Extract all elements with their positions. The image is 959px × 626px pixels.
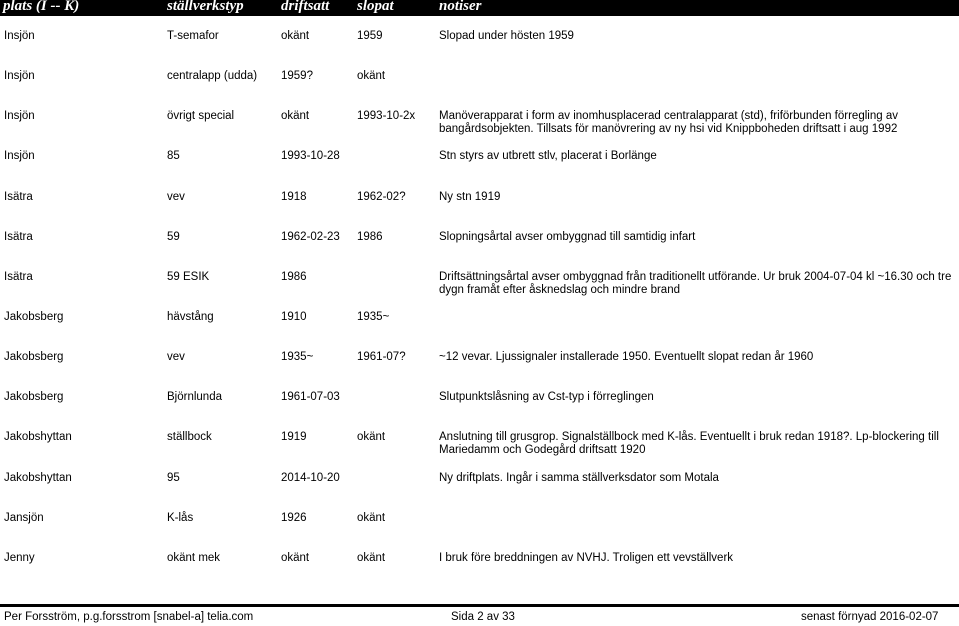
cell-place: Jakobsberg bbox=[4, 311, 64, 323]
cell-closed: okänt bbox=[357, 70, 386, 82]
cell-type: ställbock bbox=[167, 431, 212, 443]
cell-opened: 1959? bbox=[281, 70, 313, 82]
cell-type: övrigt special bbox=[167, 110, 235, 122]
cell-place: Isätra bbox=[4, 191, 33, 203]
cell-opened: 1935~ bbox=[281, 351, 314, 363]
cell-type: 85 bbox=[167, 150, 180, 162]
cell-opened: okänt bbox=[281, 110, 310, 122]
cell-notes: Driftsättningsårtal avser ombyggnad från traditionellt utförande. Ur bruk 2004-07-04 kl ~16.30 och tre dygn framåt efter åsknedslag och mindre brand bbox=[439, 271, 952, 296]
cell-place: Isätra bbox=[4, 271, 33, 283]
header-place: plats (I -- K) bbox=[3, 0, 80, 14]
cell-opened: okänt bbox=[281, 30, 310, 42]
cell-place: Jansjön bbox=[4, 512, 44, 524]
cell-notes: Ny driftplats. Ingår i samma ställverksdator som Motala bbox=[439, 472, 719, 484]
cell-type: vev bbox=[167, 191, 185, 203]
cell-type: 59 ESIK bbox=[167, 271, 210, 283]
header-type: ställverkstyp bbox=[167, 0, 244, 14]
cell-opened: 1961-07-03 bbox=[281, 391, 340, 403]
header-closed: slopat bbox=[357, 0, 394, 14]
cell-notes: Slopad under hösten 1959 bbox=[439, 30, 574, 42]
cell-opened: 1993-10-28 bbox=[281, 150, 340, 162]
cell-notes: Anslutning till grusgrop. Signalställbock med K-lås. Eventuellt i bruk redan 1918?. Lp-blockering till Mariedamm och Godegård driftsatt 1920 bbox=[439, 431, 939, 456]
cell-place: Isätra bbox=[4, 231, 33, 243]
cell-type: okänt mek bbox=[167, 552, 221, 564]
cell-opened: 1962-02-23 bbox=[281, 231, 340, 243]
cell-place: Insjön bbox=[4, 70, 35, 82]
footer-author: Per Forsström, p.g.forsstrom [snabel-a] telia.com bbox=[4, 611, 254, 623]
cell-opened: 1919 bbox=[281, 431, 307, 443]
cell-type: hävstång bbox=[167, 311, 214, 323]
cell-notes: Slutpunktslåsning av Cst-typ i förreglingen bbox=[439, 391, 654, 403]
cell-opened: okänt bbox=[281, 552, 310, 564]
cell-opened: 2014-10-20 bbox=[281, 472, 340, 484]
cell-notes: Slopningsårtal avser ombyggnad till samtidig infart bbox=[439, 231, 696, 243]
cell-type: Björnlunda bbox=[167, 391, 222, 403]
header-notes: notiser bbox=[439, 0, 482, 14]
table-header bbox=[0, 0, 959, 16]
cell-closed: 1959 bbox=[357, 30, 383, 42]
cell-opened: 1986 bbox=[281, 271, 307, 283]
cell-closed: 1986 bbox=[357, 231, 383, 243]
cell-closed: 1962-02? bbox=[357, 191, 406, 203]
cell-notes: Stn styrs av utbrett stlv, placerat i Borlänge bbox=[439, 150, 657, 162]
cell-notes: Manöverapparat i form av inomhusplacerad centralapparat (std), friförbunden förregling av bangårdsobjekten. Tillsats för manövrering av ny hsi vid Knippboheden driftsatt i aug 1992 bbox=[439, 110, 898, 135]
cell-place: Insjön bbox=[4, 110, 35, 122]
footer-updated: senast förnyad 2016-02-07 bbox=[801, 611, 939, 623]
cell-place: Jakobshyttan bbox=[4, 472, 72, 484]
header-opened: driftsatt bbox=[281, 0, 330, 14]
cell-opened: 1910 bbox=[281, 311, 307, 323]
cell-type: 59 bbox=[167, 231, 180, 243]
cell-place: Jakobsberg bbox=[4, 391, 64, 403]
cell-type: K-lås bbox=[167, 512, 194, 524]
cell-closed: 1993-10-2x bbox=[357, 110, 416, 122]
cell-place: Insjön bbox=[4, 150, 35, 162]
cell-type: 95 bbox=[167, 472, 180, 484]
cell-type: vev bbox=[167, 351, 185, 363]
cell-closed: okänt bbox=[357, 431, 386, 443]
footer-divider bbox=[0, 604, 959, 607]
cell-opened: 1926 bbox=[281, 512, 307, 524]
cell-closed: okänt bbox=[357, 512, 386, 524]
cell-place: Jakobshyttan bbox=[4, 431, 72, 443]
footer-page-number: Sida 2 av 33 bbox=[451, 611, 515, 623]
cell-type: centralapp (udda) bbox=[167, 70, 258, 82]
cell-closed: 1935~ bbox=[357, 311, 390, 323]
cell-type: T-semafor bbox=[167, 30, 219, 42]
cell-opened: 1918 bbox=[281, 191, 307, 203]
cell-place: Insjön bbox=[4, 30, 35, 42]
cell-closed: 1961-07? bbox=[357, 351, 406, 363]
cell-place: Jakobsberg bbox=[4, 351, 64, 363]
cell-notes: ~12 vevar. Ljussignaler installerade 1950. Eventuellt slopat redan år 1960 bbox=[439, 351, 814, 363]
cell-notes: Ny stn 1919 bbox=[439, 191, 501, 203]
cell-closed: okänt bbox=[357, 552, 386, 564]
cell-place: Jenny bbox=[4, 552, 35, 564]
cell-notes: I bruk före breddningen av NVHJ. Troligen ett vevställverk bbox=[439, 552, 734, 564]
